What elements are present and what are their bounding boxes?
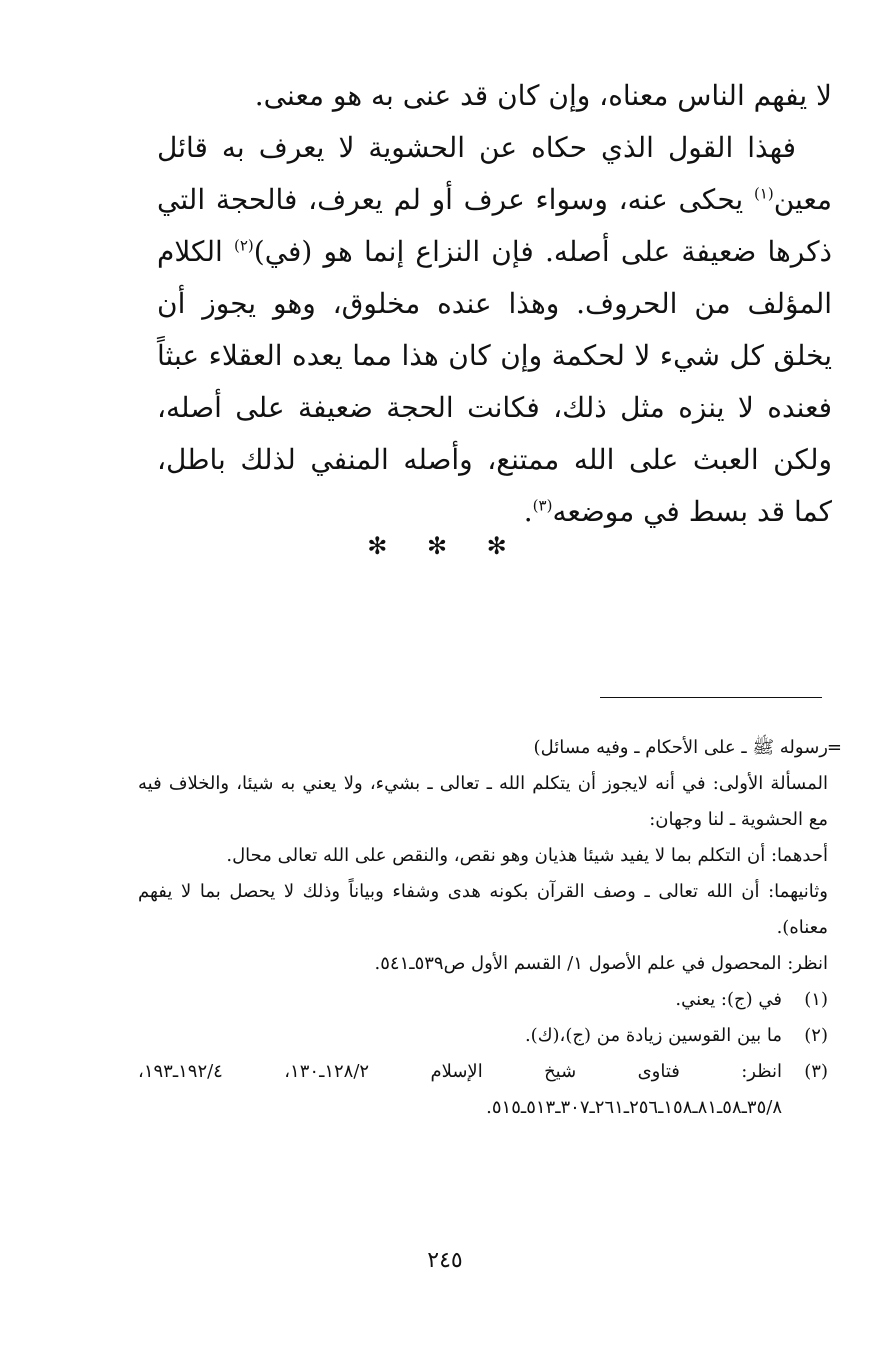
footnote-3: [138, 1054, 828, 1126]
paragraph-1: لا يفهم الناس معناه، وإن كان قد عنى به هو معنى.: [254, 79, 832, 112]
footnote-1-number: (١): [804, 989, 828, 1010]
footnote-2: [138, 1018, 828, 1054]
footnote-ref-2: (٢): [234, 236, 254, 255]
footnotes: [138, 730, 828, 1126]
footnote-continued-line-4: وثانيهما: أن الله تعالى ـ وصف القرآن بكونه هدى وشفاء وبياناً وذلك لا يحصل بما لا يفهم معناه).: [138, 881, 828, 938]
footnote-ref-3: (٣): [532, 496, 553, 515]
footnote-continued-line-2: المسألة الأولى: في أنه لايجوز أن يتكلم الله ـ تعالى ـ بشيء، ولا يعني به شيئا، والخلاف فيه مع الحشوية ـ لنا وجهان:: [138, 773, 828, 830]
section-separator: ✻ ✻ ✻: [367, 532, 523, 560]
footnote-1: [138, 982, 828, 1018]
paragraph-2-part-b: يحكى عنه، وسواء عرف أو لم يعرف، فالحجة التي ذكرها ضعيفة على أصله. فإن النزاع إنما هو (في): [157, 183, 832, 268]
footnote-continued-line-5: انظر: المحصول في علم الأصول ١/ القسم الأول ص٥٣٩ـ٥٤١.: [374, 953, 828, 974]
paragraph-2-part-a: فهذا القول الذي حكاه عن الحشوية لا يعرف به قائل معين: [157, 131, 832, 216]
footnote-2-text: ما بين القوسين زيادة من (ج)،(ك).: [524, 1025, 782, 1046]
footnote-continued-line-1: رسوله ﷺ ـ على الأحكام ـ وفيه مسائل): [533, 737, 828, 758]
paragraph-2-part-c: الكلام المؤلف من الحروف. وهذا عنده مخلوق، وهو يجوز أن يخلق كل شيء لا لحكمة وإن كان هذا مما يعده العقلاء عبثاً فعنده لا ينزه مثل ذلك، فكانت الحجة ضعيفة على أصله، ولكن العبث على الله ممتنع، وأصله المنفي لذلك باطل، كما قد بسط في موضعه: [157, 235, 832, 528]
footnote-1-text: في (ج): يعني.: [675, 989, 782, 1010]
paragraph-2-end: .: [523, 495, 533, 528]
footnote-3-number: (٣): [804, 1061, 828, 1082]
page-number: ٢٤٥: [427, 1248, 463, 1273]
footnote-rule: [600, 697, 822, 698]
footnote-2-number: (٢): [804, 1025, 828, 1046]
paragraph-2: [157, 122, 832, 538]
footnote-ref-1: (١): [753, 184, 774, 203]
main-text: [157, 70, 832, 538]
footnote-3-text: انظر: فتاوى شيخ الإسلام ١٢٨/٢ـ١٣٠، ١٩٢/٤ـ١٩٣، ٣٥/٨ـ٥٨ـ٨١ـ١٥٨ـ٢٥٦ـ٢٦١ـ٣٠٧ـ٥١٣ـ٥١٥.: [138, 1061, 783, 1118]
continuation-mark: =: [826, 737, 842, 758]
footnote-continued-line-3: أحدهما: أن التكلم بما لا يفيد شيئا هذيان وهو نقص، والنقص على الله تعالى محال.: [226, 845, 828, 866]
